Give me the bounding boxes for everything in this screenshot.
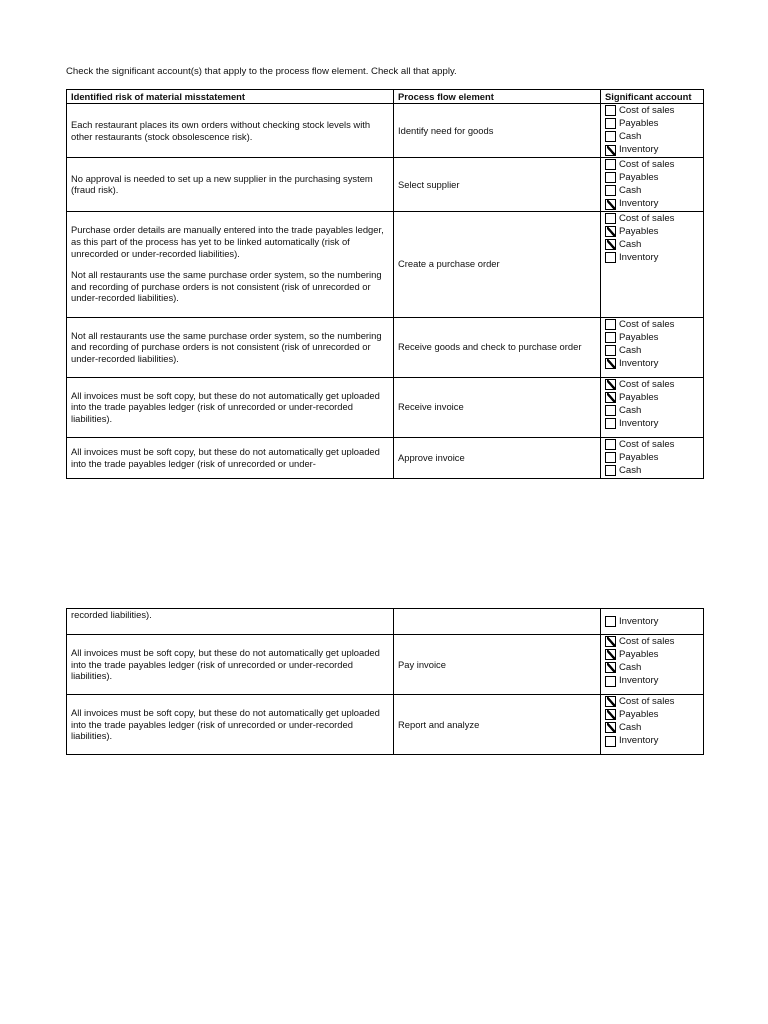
risk-description [67,104,394,158]
account-option-inventory [605,735,703,748]
account-option-inventory [605,251,703,264]
table-row [67,104,704,158]
account-option-payables [605,648,703,661]
account-option-cost-of-sales [605,158,703,171]
checkbox-unchecked[interactable] [605,439,616,450]
table-row [67,317,704,377]
account-label: Payables [619,648,659,660]
checkbox-unchecked[interactable] [605,676,616,687]
checkbox-checked[interactable] [605,239,616,250]
account-option-cost-of-sales [605,318,703,331]
account-label: Cost of sales [619,635,675,647]
account-label: Inventory [619,252,659,264]
account-label: Cash [619,662,642,674]
account-checklist [601,377,704,437]
account-option-payables [605,225,703,238]
account-label: Payables [619,391,659,403]
account-option-inventory [605,198,703,211]
account-checklist [601,158,704,212]
checkbox-unchecked[interactable] [605,319,616,330]
risk-paragraph: Each restaurant places its own orders without checking stock levels with other restaurants (stock obsolescence risk). [71,118,371,142]
account-option-inventory [605,144,703,157]
checkbox-checked[interactable] [605,392,616,403]
account-label: Inventory [619,418,659,430]
checkbox-unchecked[interactable] [605,252,616,263]
risk-description [67,635,394,695]
account-checklist [601,317,704,377]
risk-description [67,317,394,377]
risk-paragraph: All invoices must be soft copy, but these do not automatically get uploaded into the trade payables ledger (risk of unrecorded or under- [71,446,380,469]
risk-table-continued [66,608,704,755]
header-significant-account: Significant account [601,90,704,104]
account-option-inventory [605,417,703,430]
checkbox-checked[interactable] [605,696,616,707]
process-element-empty [394,609,601,635]
account-option-cash [605,661,703,674]
checkbox-unchecked[interactable] [605,452,616,463]
process-element: Create a purchase order [394,211,601,317]
checkbox-checked[interactable] [605,662,616,673]
account-label: Cost of sales [619,438,675,450]
account-option-inventory [605,357,703,370]
account-option-payables [605,331,703,344]
risk-paragraph: Not all restaurants use the same purchase order system, so the numbering and recording of purchase orders is not consistent (risk of unrecorded or under-recorded liabilities). [71,329,382,365]
risk-paragraph: Not all restaurants use the same purchase order system, so the numbering and recording of purchase orders is not consistent (risk of unrecorded or under-recorded liabilities). [71,269,382,304]
account-label: Cost of sales [619,212,675,224]
account-option-cash [605,344,703,357]
account-label: Payables [619,708,659,720]
account-label: Cash [619,404,642,416]
checkbox-checked[interactable] [605,358,616,369]
account-label: Cash [619,131,642,143]
checkbox-checked[interactable] [605,636,616,647]
checkbox-unchecked[interactable] [605,185,616,196]
checkbox-checked[interactable] [605,226,616,237]
checkbox-unchecked[interactable] [605,172,616,183]
account-checklist [601,437,704,478]
checkbox-unchecked[interactable] [605,131,616,142]
account-option-cost-of-sales [605,378,703,391]
table-row [67,695,704,755]
account-label: Payables [619,225,659,237]
account-option-payables [605,391,703,404]
checkbox-unchecked[interactable] [605,345,616,356]
account-option-cash [605,184,703,197]
account-label: Payables [619,451,659,463]
account-label: Inventory [619,358,659,370]
process-element: Report and analyze [394,695,601,755]
account-label: Inventory [619,615,659,627]
account-label: Payables [619,171,659,183]
header-process-element: Process flow element [394,90,601,104]
account-option-cost-of-sales [605,438,703,451]
table-row [67,437,704,478]
account-option-cost-of-sales [605,695,703,708]
process-element: Receive invoice [394,377,601,437]
risk-table [66,89,704,479]
risk-text-continued: recorded liabilities). [67,609,394,635]
risk-description [67,437,394,478]
account-option-cash [605,238,703,251]
account-label: Cost of sales [619,318,675,330]
account-label: Cost of sales [619,158,675,170]
account-label: Cash [619,464,642,476]
header-risk: Identified risk of material misstatement [67,90,394,104]
account-option-cost-of-sales [605,635,703,648]
account-option-cash [605,130,703,143]
account-label: Cost of sales [619,378,675,390]
checkbox-checked[interactable] [605,379,616,390]
account-option-payables [605,451,703,464]
checkbox-unchecked[interactable] [605,118,616,129]
risk-paragraph: All invoices must be soft copy, but these do not automatically get uploaded into the trade payables ledger (risk of unrecorded or under-recorded liabilities). [71,647,380,682]
account-checklist [601,635,704,695]
account-label: Cost of sales [619,104,675,116]
account-label: Inventory [619,735,659,747]
account-checklist [601,104,704,158]
process-element: Receive goods and check to purchase order [394,317,601,377]
process-element: Approve invoice [394,437,601,478]
account-label: Inventory [619,675,659,687]
account-label: Inventory [619,198,659,210]
account-option-payables [605,708,703,721]
table-row-continued [67,609,704,635]
account-option-cash [605,464,703,477]
risk-description [67,377,394,437]
account-checklist [601,609,704,635]
table-row [67,635,704,695]
checkbox-unchecked[interactable] [605,736,616,747]
table-row [67,158,704,212]
account-option-inventory [605,675,703,688]
table-row [67,377,704,437]
account-option-payables [605,171,703,184]
risk-paragraph: All invoices must be soft copy, but these do not automatically get uploaded into the trade payables ledger (risk of unrecorded or under-recorded liabilities). [71,707,380,742]
account-option-payables [605,117,703,130]
checkbox-unchecked[interactable] [605,465,616,476]
risk-paragraph: All invoices must be soft copy, but these do not automatically get uploaded into the trade payables ledger (risk of unrecorded or under-recorded liabilities). [71,389,380,425]
table-row [67,211,704,317]
account-label: Payables [619,331,659,343]
process-element: Select supplier [394,158,601,212]
account-label: Cash [619,344,642,356]
checkbox-unchecked[interactable] [605,105,616,116]
checkbox-checked[interactable] [605,199,616,210]
risk-description [67,695,394,755]
account-label: Cash [619,238,642,250]
account-checklist [601,211,704,317]
account-option-cost-of-sales [605,212,703,225]
account-option-cost-of-sales [605,104,703,117]
checkbox-checked[interactable] [605,649,616,660]
table-header-row [67,90,704,104]
checkbox-unchecked[interactable] [605,418,616,429]
account-label: Inventory [619,144,659,156]
account-option-inventory [605,615,703,628]
checkbox-checked[interactable] [605,722,616,733]
checkbox-unchecked[interactable] [605,332,616,343]
risk-paragraph: Purchase order details are manually entered into the trade payables ledger, as this part of the process has yet to be linked automatically (risk of unrecorded or under-recorded liabilities). [71,224,384,259]
checkbox-unchecked[interactable] [605,405,616,416]
account-option-cash [605,721,703,734]
process-element: Identify need for goods [394,104,601,158]
risk-paragraph: No approval is needed to set up a new supplier in the purchasing system (fraud risk). [71,172,373,196]
account-label: Cash [619,722,642,734]
checkbox-checked[interactable] [605,145,616,156]
risk-description [67,211,394,317]
risk-description [67,158,394,212]
account-option-cash [605,404,703,417]
process-element: Pay invoice [394,635,601,695]
account-checklist [601,695,704,755]
checkbox-unchecked[interactable] [605,159,616,170]
checkbox-unchecked[interactable] [605,213,616,224]
account-label: Cash [619,185,642,197]
instructions-text: Check the significant account(s) that apply to the process flow element. Check all that apply. [66,66,457,77]
checkbox-unchecked[interactable] [605,616,616,627]
account-label: Payables [619,117,659,129]
checkbox-checked[interactable] [605,709,616,720]
account-label: Cost of sales [619,695,675,707]
